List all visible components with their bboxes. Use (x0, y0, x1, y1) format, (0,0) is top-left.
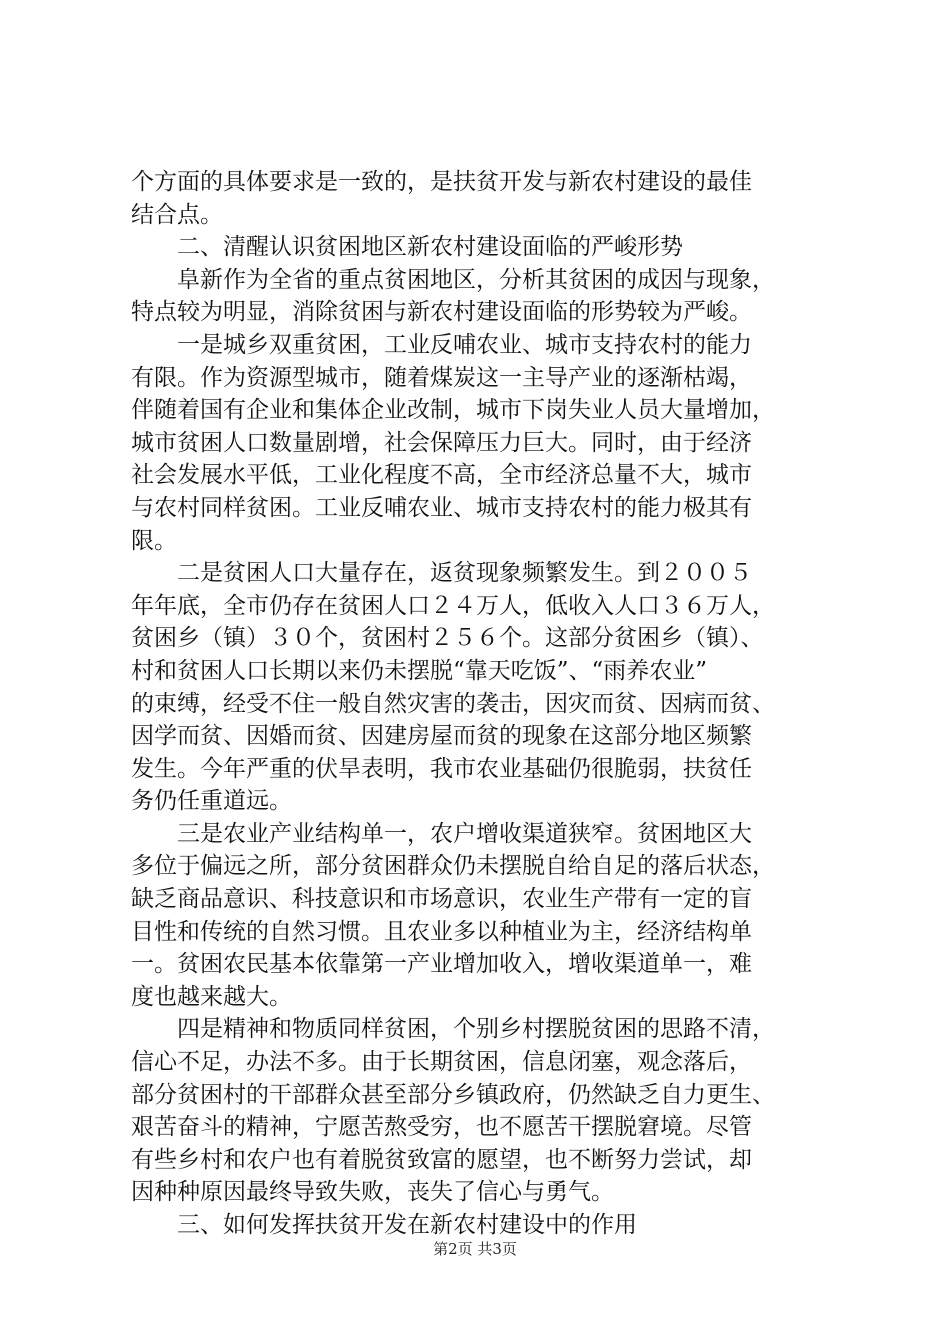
text-line: 一。贫困农民基本依靠第一产业增加收入，增收渠道单一，难 (131, 951, 752, 978)
text-line: 限。 (131, 527, 177, 554)
text-line: 年年底，全市仍存在贫困人口２４万人，低收入人口３６万人， (131, 592, 775, 619)
text-line: 村和贫困人口长期以来仍未摆脱“靠天吃饭”、“雨养农业” (131, 657, 708, 684)
text-line: 四是精神和物质同样贫困，个别乡村摆脱贫困的思路不清， (131, 1016, 775, 1043)
text-line: 个方面的具体要求是一致的，是扶贫开发与新农村建设的最佳 (131, 169, 752, 195)
text-line: 信心不足，办法不多。由于长期贫困，信息闭塞，观念落后， (131, 1049, 752, 1076)
text-line: 三、如何发挥扶贫开发在新农村建设中的作用 (131, 1212, 637, 1238)
text-line: 结合点。 (131, 201, 223, 228)
text-line: 三是农业产业结构单一，农户增收渠道狭窄。贫困地区大 (131, 820, 752, 847)
text-line: 因学而贫、因婚而贫、因建房屋而贫的现象在这部分地区频繁 (131, 723, 752, 750)
text-line: 度也越来越大。 (131, 983, 292, 1010)
text-line: 艰苦奋斗的精神，宁愿苦熬受穷，也不愿苦干摆脱窘境。尽管 (131, 1114, 752, 1141)
text-line: 阜新作为全省的重点贫困地区，分析其贫困的成因与现象， (131, 266, 775, 293)
text-line: 与农村同样贫困。工业反哺农业、城市支持农村的能力极其有 (131, 494, 752, 521)
text-line: 特点较为明显，消除贫困与新农村建设面临的形势较为严峻。 (131, 299, 752, 326)
text-line: 二、清醒认识贫困地区新农村建设面临的严峻形势 (131, 234, 683, 261)
text-line: 伴随着国有企业和集体企业改制，城市下岗失业人员大量增加， (131, 397, 775, 424)
text-line: 的束缚，经受不住一般自然灾害的袭击，因灾而贫、因病而贫、 (131, 690, 775, 717)
text-line: 务仍任重道远。 (131, 788, 292, 815)
text-line: 缺乏商品意识、科技意识和市场意识，农业生产带有一定的盲 (131, 886, 752, 913)
text-line: 二是贫困人口大量存在，返贫现象频繁发生。到２００５ (131, 560, 752, 587)
text-line: 城市贫困人口数量剧增，社会保障压力巨大。同时，由于经济 (131, 429, 752, 456)
text-line: 贫困乡（镇）３０个，贫困村２５６个。这部分贫困乡（镇）、 (131, 625, 764, 652)
text-line: 多位于偏远之所，部分贫困群众仍未摆脱自给自足的落后状态， (131, 853, 775, 880)
text-line: 发生。今年严重的伏旱表明，我市农业基础仍很脆弱，扶贫任 (131, 755, 752, 782)
body-text (131, 166, 831, 1242)
page-footer: 第2页 共3页 (433, 1240, 517, 1258)
text-line: 有限。作为资源型城市，随着煤炭这一主导产业的逐渐枯竭， (131, 364, 752, 391)
text-line: 社会发展水平低，工业化程度不高，全市经济总量不大，城市 (131, 462, 752, 489)
text-line: 部分贫困村的干部群众甚至部分乡镇政府，仍然缺乏自力更生、 (131, 1081, 775, 1108)
text-line: 一是城乡双重贫困，工业反哺农业、城市支持农村的能力 (131, 331, 752, 358)
text-line: 有些乡村和农户也有着脱贫致富的愿望，也不断努力尝试，却 (131, 1146, 752, 1173)
text-line: 目性和传统的自然习惯。且农业多以种植业为主，经济结构单 (131, 918, 752, 945)
text-line: 因种种原因最终导致失败，丧失了信心与勇气。 (131, 1179, 614, 1206)
